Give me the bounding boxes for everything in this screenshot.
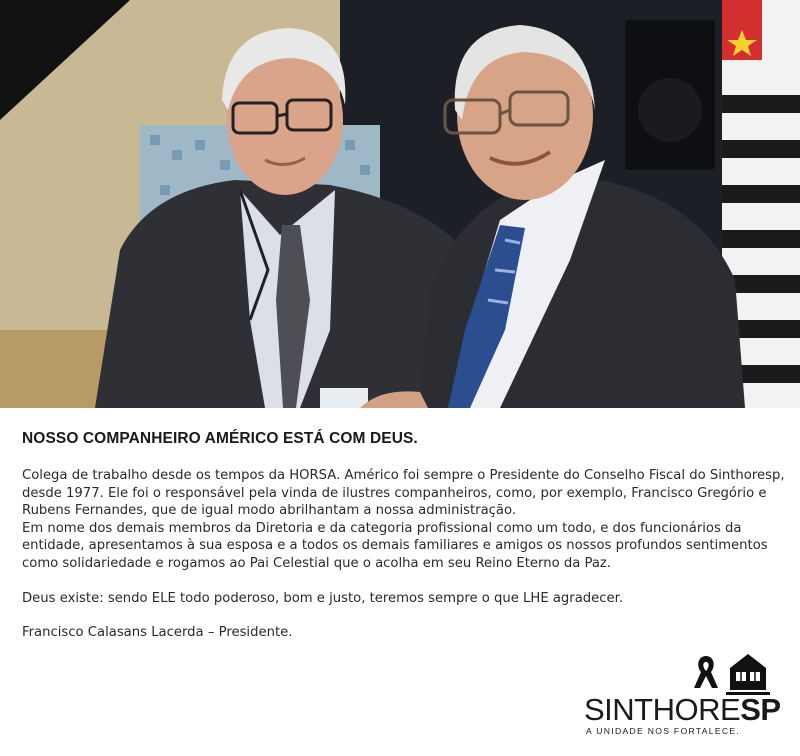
paragraph-3: Deus existe: sendo ELE todo poderoso, bom e justo, teremos sempre o que LHE agradecer. [22, 590, 624, 606]
mourning-ribbon-icon [692, 654, 720, 690]
article-content [22, 430, 792, 642]
logo-word-main: SINTHORE [584, 692, 741, 727]
logo-tagline: A UNIDADE NOS FORTALECE. [586, 726, 741, 736]
sinthoresp-logo [584, 652, 781, 742]
house-icon [726, 652, 770, 696]
paragraph-2: Em nome dos demais membros da Diretoria e da categoria profissional como um todo, e dos funcionários da entidade, apresentamos à sua esposa e a todos os demais familiares e amigos os nossos profundos sentimentos como solidariedade e rogamos ao Pai Celestial que o acolha em seu Reino Eterno da Paz. [22, 520, 768, 571]
logo-wordmark [584, 692, 781, 728]
article-body [22, 467, 792, 642]
signature: Francisco Calasans Lacerda – Presidente. [22, 625, 293, 641]
paragraph-1: Colega de trabalho desde os tempos da HORSA. Américo foi sempre o Presidente do Conselho Fiscal do Sinthoresp, desde 1977. Ele foi o responsável pela vinda de ilustres companheiros, como, por exemplo, Francisco Gregório e Rubens Fernandes, que de igual modo abrilhantam a nossa administração. [22, 468, 785, 519]
logo-word-accent: SP [740, 692, 781, 727]
article-headline: NOSSO COMPANHEIRO AMÉRICO ESTÁ COM DEUS. [22, 430, 418, 447]
